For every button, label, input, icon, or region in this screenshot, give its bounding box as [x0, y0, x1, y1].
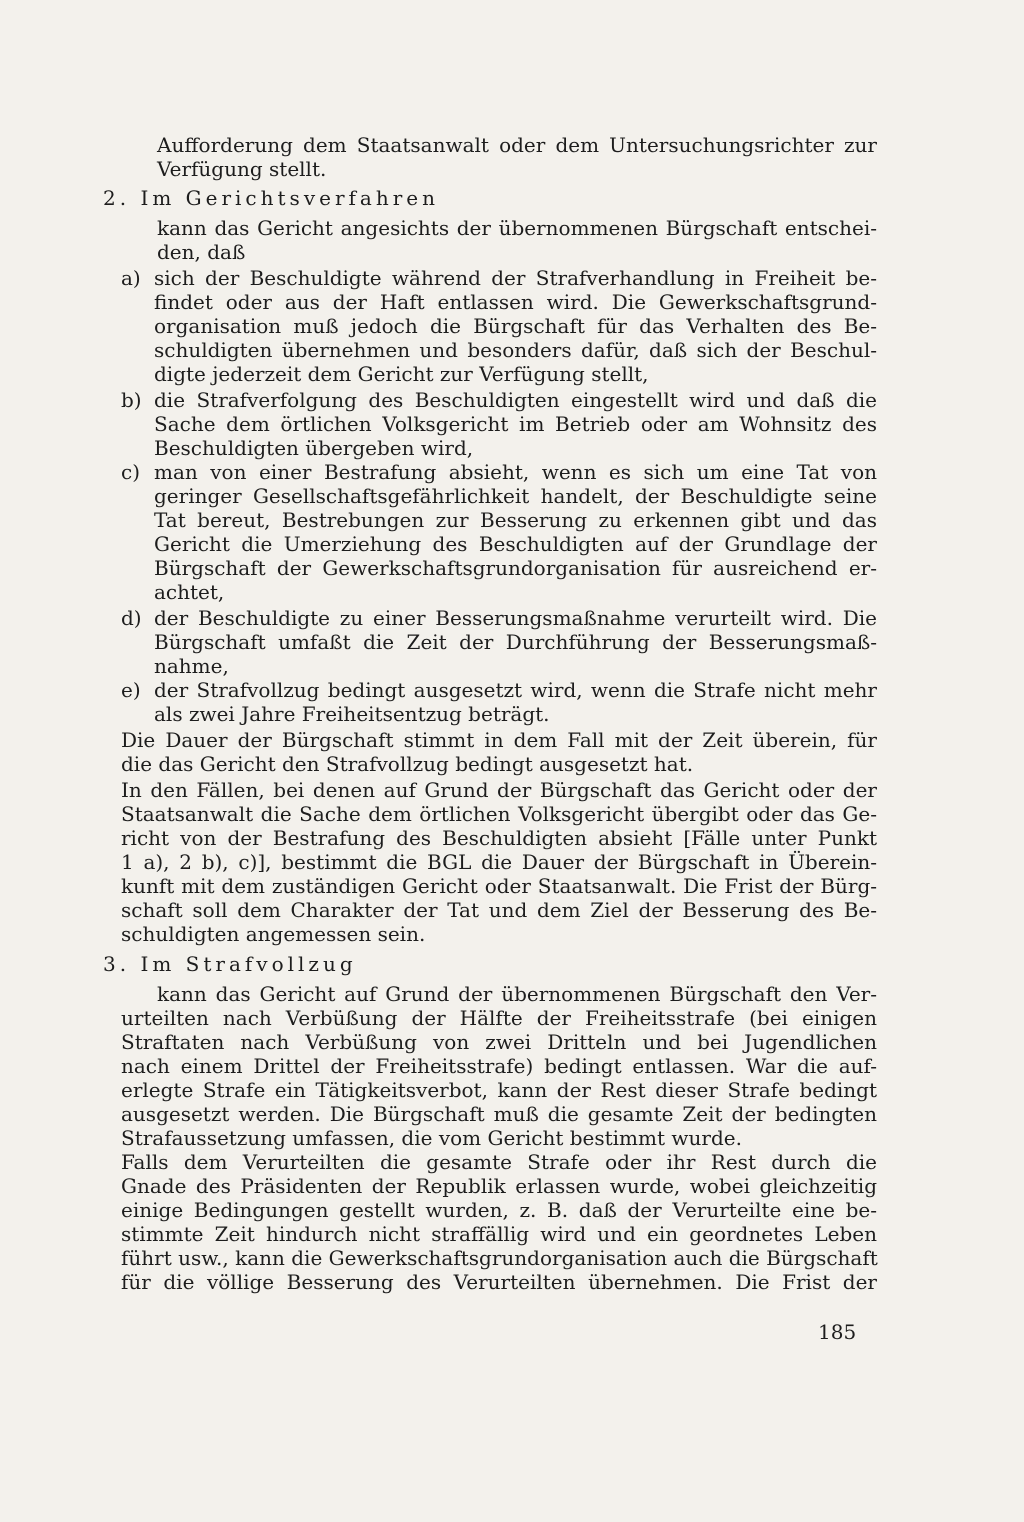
text-line: die das Gericht den Strafvollzug bedingt ausgesetzt hat.: [121, 752, 694, 776]
text-line: Falls dem Verurteilten die gesamte Strafe oder ihr Rest durch die: [121, 1150, 877, 1174]
text-line: kann das Gericht angesichts der übernommenen Bürgschaft entschei-: [157, 216, 877, 240]
text-line: Strafaussetzung umfassen, die vom Gericht bestimmt wurde.: [121, 1126, 742, 1150]
list-item-label: b): [121, 388, 142, 412]
text-line: Staatsanwalt die Sache dem örtlichen Volksgericht übergibt oder das Ge-: [121, 802, 877, 826]
text-line: die Strafverfolgung des Beschuldigten eingestellt wird und daß die: [154, 388, 877, 412]
text-line: führt usw., kann die Gewerkschaftsgrundorganisation auch die Bürgschaft: [121, 1246, 878, 1270]
text-line: Straftaten nach Verbüßung von zwei Dritteln und bei Jugendlichen: [121, 1030, 877, 1054]
text-line: Verfügung stellt.: [157, 157, 327, 181]
text-line: findet oder aus der Haft entlassen wird. Die Gewerkschaftsgrund-: [154, 290, 877, 314]
text-line: schuldigten übernehmen und besonders dafür, daß sich der Beschul-: [154, 338, 877, 362]
text-line: schuldigten angemessen sein.: [121, 922, 426, 946]
text-line: Gnade des Präsidenten der Republik erlassen wurde, wobei gleichzeitig: [121, 1174, 877, 1198]
text-line: schaft soll dem Charakter der Tat und dem Ziel der Besserung des Be-: [121, 898, 877, 922]
text-line: organisation muß jedoch die Bürgschaft für das Verhalten des Be-: [154, 314, 877, 338]
text-line: stimmte Zeit hindurch nicht straffällig wird und ein geordnetes Leben: [121, 1222, 877, 1246]
text-line: Tat bereut, Bestrebungen zur Besserung zu erkennen gibt und das: [154, 508, 877, 532]
text-line: sich der Beschuldigte während der Strafverhandlung in Freiheit be-: [154, 266, 877, 290]
text-line: nahme,: [154, 654, 229, 678]
text-line: digte jederzeit dem Gericht zur Verfügung stellt,: [154, 362, 649, 386]
text-line: als zwei Jahre Freiheitsentzug beträgt.: [154, 702, 550, 726]
text-line: einige Bedingungen gestellt wurden, z. B. daß der Verurteilte eine be-: [121, 1198, 877, 1222]
text-line: Aufforderung dem Staatsanwalt oder dem Untersuchungsrichter zur: [157, 133, 877, 157]
text-line: kann das Gericht auf Grund der übernommenen Bürgschaft den Ver-: [157, 982, 877, 1006]
section-heading: 3. Im Strafvollzug: [103, 952, 357, 976]
text-line: Gericht die Umerziehung des Beschuldigten auf der Grundlage der: [154, 532, 877, 556]
text-line: Die Dauer der Bürgschaft stimmt in dem Fall mit der Zeit überein, für: [121, 728, 877, 752]
text-line: In den Fällen, bei denen auf Grund der Bürgschaft das Gericht oder der: [121, 778, 877, 802]
text-line: 1 a), 2 b), c)], bestimmt die BGL die Dauer der Bürgschaft in Überein-: [121, 850, 877, 874]
text-line: urteilten nach Verbüßung der Hälfte der Freiheitsstrafe (bei einigen: [121, 1006, 877, 1030]
text-line: richt von der Bestrafung des Beschuldigten absieht [Fälle unter Punkt: [121, 826, 877, 850]
text-line: den, daß: [157, 240, 246, 264]
list-item-label: e): [121, 678, 141, 702]
list-item-label: a): [121, 266, 141, 290]
list-item-label: d): [121, 606, 142, 630]
list-item-label: c): [121, 460, 141, 484]
text-line: ausgesetzt werden. Die Bürgschaft muß die gesamte Zeit der bedingten: [121, 1102, 877, 1126]
text-line: der Strafvollzug bedingt ausgesetzt wird, wenn die Strafe nicht mehr: [154, 678, 877, 702]
text-line: Bürgschaft umfaßt die Zeit der Durchführung der Besserungsmaß-: [154, 630, 877, 654]
text-line: der Beschuldigte zu einer Besserungsmaßnahme verurteilt wird. Die: [154, 606, 877, 630]
text-line: geringer Gesellschaftsgefährlichkeit handelt, der Beschuldigte seine: [154, 484, 877, 508]
text-line: Bürgschaft der Gewerkschaftsgrundorganisation für ausreichend er-: [154, 556, 877, 580]
text-line: für die völlige Besserung des Verurteilten übernehmen. Die Frist der: [121, 1270, 877, 1294]
text-line: Beschuldigten übergeben wird,: [154, 436, 474, 460]
text-line: man von einer Bestrafung absieht, wenn es sich um eine Tat von: [154, 460, 877, 484]
text-line: nach einem Drittel der Freiheitsstrafe) bedingt entlassen. War die auf-: [121, 1054, 877, 1078]
text-line: achtet,: [154, 580, 225, 604]
text-line: kunft mit dem zuständigen Gericht oder Staatsanwalt. Die Frist der Bürg-: [121, 874, 877, 898]
page-number: 185: [818, 1320, 857, 1344]
section-heading: 2. Im Gerichtsverfahren: [103, 186, 439, 210]
text-line: erlegte Strafe ein Tätigkeitsverbot, kann der Rest dieser Strafe bedingt: [121, 1078, 877, 1102]
text-line: Sache dem örtlichen Volksgericht im Betrieb oder am Wohnsitz des: [154, 412, 877, 436]
